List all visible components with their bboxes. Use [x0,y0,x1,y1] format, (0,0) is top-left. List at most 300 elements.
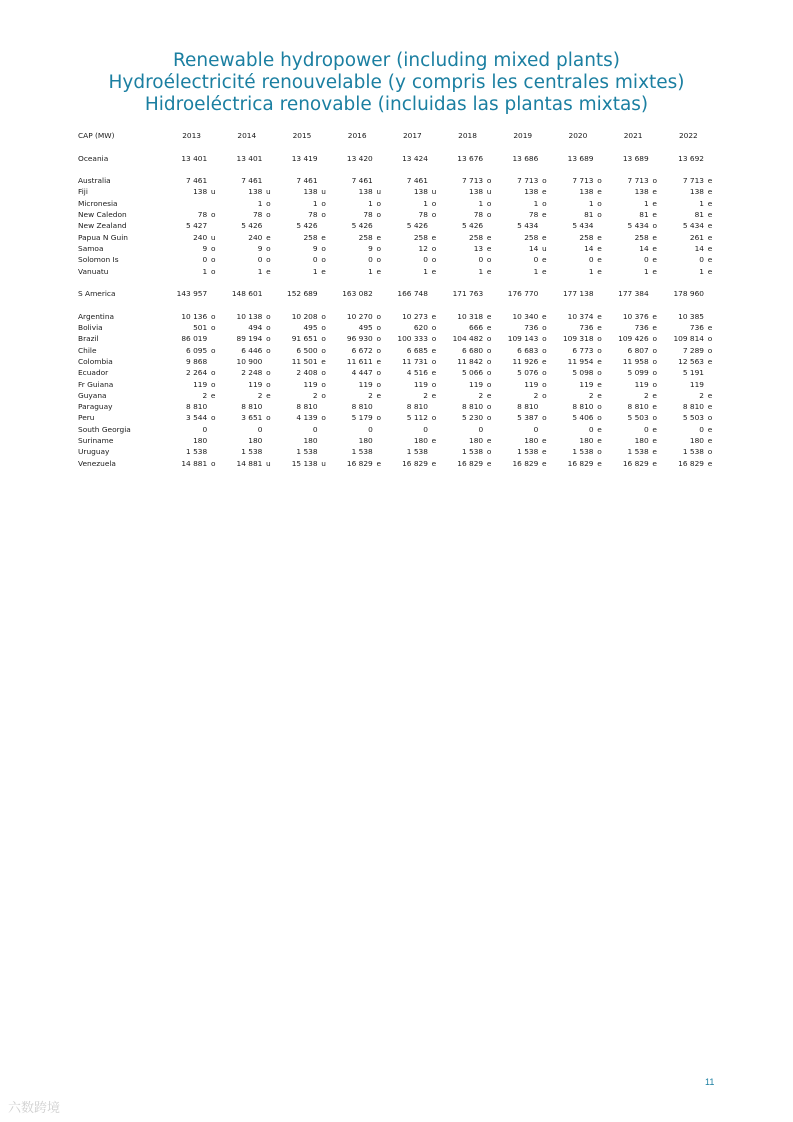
capacity-value: 1 [423,198,428,208]
capacity-value: 5 076 [517,368,539,378]
capacity-value: 78 [363,210,373,220]
estimate-flag: o [266,379,271,389]
capacity-value: 119 [303,379,318,389]
capacity-value: 11 731 [402,356,428,366]
capacity-value: 240 [248,232,263,242]
table-row [78,390,716,401]
estimate-flag: e [707,458,713,468]
capacity-cell [219,198,274,209]
estimate-flag: o [486,345,492,355]
estimate-flag: e [597,436,602,446]
capacity-value: 13 689 [567,153,594,163]
capacity-value: 119 [579,379,594,389]
region-label: Bolivia [78,323,103,333]
region-label: Ecuador [78,368,109,378]
estimate-flag: o [597,176,602,186]
capacity-cell [274,288,329,299]
capacity-value: 138 [358,187,373,197]
capacity-cell [606,322,661,333]
capacity-cell [661,254,716,265]
region-label: Chile [78,345,97,355]
capacity-cell [385,458,440,469]
capacity-cell [330,232,385,243]
capacity-value: 5 406 [572,413,594,423]
capacity-cell [661,446,716,457]
capacity-cell [606,446,661,457]
capacity-value: 2 [257,390,263,400]
estimate-flag: o [431,323,437,333]
capacity-value: 119 [689,379,704,389]
capacity-value: 138 [303,187,318,197]
capacity-cell [440,209,495,220]
capacity-value: 8 810 [627,402,649,412]
estimate-flag: o [652,345,657,355]
capacity-cell [164,232,219,243]
estimate-flag: e [542,232,547,242]
estimate-flag: o [210,323,216,333]
capacity-value: 138 [248,187,263,197]
capacity-value: 0 [202,424,208,434]
estimate-flag: e [707,187,713,197]
unit-label: CAP (MW) [78,131,115,140]
capacity-value: 13 424 [402,153,428,163]
capacity-cell [661,379,716,390]
capacity-cell [606,412,661,423]
capacity-cell [274,153,329,164]
estimate-flag: e [321,356,326,366]
estimate-flag: o [266,345,271,355]
capacity-cell [550,401,605,412]
estimate-flag: o [266,210,271,220]
estimate-flag: e [486,243,492,253]
capacity-cell [606,311,661,322]
estimate-flag: o [321,345,326,355]
capacity-value: 5 434 [627,221,649,231]
capacity-value: 2 [644,390,649,400]
capacity-value: 5 098 [572,368,594,378]
capacity-cell [606,435,661,446]
estimate-flag: e [707,266,713,276]
estimate-flag: o [376,413,382,423]
estimate-flag: o [321,379,326,389]
capacity-cell [661,390,716,401]
capacity-value: 736 [524,323,539,333]
table-row [78,254,716,265]
capacity-value: 13 419 [291,153,318,163]
capacity-cell [219,345,274,356]
estimate-flag: o [321,334,326,344]
capacity-value: 12 [418,243,428,253]
capacity-value: 0 [699,424,704,434]
capacity-cell [164,435,219,446]
capacity-value: 91 651 [291,334,318,344]
estimate-flag: e [597,311,602,321]
estimate-flag: e [542,311,547,321]
estimate-flag: o [486,255,492,265]
capacity-value: 13 692 [678,153,704,163]
capacity-cell [164,243,219,254]
capacity-cell [219,243,274,254]
capacity-value: 119 [193,379,208,389]
capacity-value: 1 [257,266,263,276]
estimate-flag: e [597,424,602,434]
capacity-cell [274,220,329,231]
capacity-cell [495,401,550,412]
capacity-value: 16 829 [622,458,649,468]
capacity-value: 6 685 [406,345,428,355]
capacity-cell [495,209,550,220]
capacity-value: 2 [478,390,484,400]
estimate-flag: e [707,210,713,220]
capacity-cell [606,424,661,435]
capacity-cell [385,446,440,457]
capacity-cell [550,266,605,277]
capacity-cell [440,356,495,367]
capacity-cell [440,424,495,435]
capacity-cell [330,424,385,435]
capacity-value: 2 264 [186,368,208,378]
capacity-cell [274,412,329,423]
table-row [78,446,716,457]
capacity-cell [661,198,716,209]
capacity-value: 143 957 [176,289,208,299]
capacity-cell [274,390,329,401]
capacity-value: 2 [202,390,208,400]
estimate-flag: e [376,266,382,276]
capacity-cell [495,232,550,243]
capacity-value: 258 [303,232,318,242]
capacity-cell [550,345,605,356]
capacity-cell [606,243,661,254]
year-header: 2020 [568,131,588,140]
estimate-flag: e [652,266,657,276]
capacity-value: 0 [699,255,704,265]
capacity-value: 10 270 [346,311,373,321]
capacity-value: 81 [584,210,594,220]
capacity-cell [550,288,605,299]
capacity-cell [440,379,495,390]
estimate-flag: o [321,243,326,253]
estimate-flag: o [321,390,326,400]
capacity-cell [330,198,385,209]
capacity-cell [219,220,274,231]
capacity-cell [274,243,329,254]
capacity-cell [661,186,716,197]
capacity-value: 7 713 [682,176,704,186]
table-row [78,311,716,322]
capacity-value: 0 [644,255,649,265]
capacity-cell [495,153,550,164]
capacity-cell [606,254,661,265]
capacity-cell [385,198,440,209]
capacity-value: 96 930 [346,334,373,344]
estimate-flag: o [210,311,216,321]
capacity-value: 0 [478,424,484,434]
capacity-cell [385,424,440,435]
table-header-row [78,130,716,141]
estimate-flag: o [652,379,657,389]
estimate-flag: u [486,187,492,197]
capacity-cell [274,458,329,469]
capacity-value: 7 713 [517,176,539,186]
capacity-cell [440,458,495,469]
table-row [78,356,716,367]
capacity-cell [330,175,385,186]
capacity-value: 163 082 [342,289,373,299]
capacity-value: 5 387 [517,413,539,423]
capacity-value: 1 [202,266,208,276]
estimate-flag: o [486,413,492,423]
table-row [78,435,716,446]
capacity-value: 9 [257,243,263,253]
capacity-value: 7 713 [461,176,484,186]
capacity-value: 0 [423,255,428,265]
capacity-value: 138 [469,187,484,197]
capacity-cell [661,153,716,164]
capacity-cell [495,379,550,390]
estimate-flag: o [542,176,547,186]
capacity-value: 8 810 [682,402,704,412]
estimate-flag: e [486,390,492,400]
capacity-cell [385,356,440,367]
estimate-flag: o [321,413,326,423]
capacity-value: 13 420 [346,153,373,163]
estimate-flag: o [431,356,437,366]
capacity-cell [219,232,274,243]
capacity-value: 1 538 [517,447,539,457]
estimate-flag: o [376,379,382,389]
estimate-flag: o [266,243,271,253]
capacity-value: 0 [588,424,594,434]
capacity-value: 5 099 [627,368,649,378]
capacity-cell [606,209,661,220]
capacity-cell [495,243,550,254]
estimate-flag: o [376,323,382,333]
capacity-cell [219,266,274,277]
capacity-cell [440,412,495,423]
estimate-flag: o [707,413,713,423]
capacity-cell [495,412,550,423]
capacity-value: 240 [193,232,208,242]
estimate-flag: e [376,356,382,366]
capacity-cell [274,266,329,277]
capacity-cell [330,356,385,367]
capacity-cell [274,379,329,390]
capacity-value: 119 [358,379,373,389]
capacity-value: 1 538 [682,447,704,457]
capacity-cell [274,435,329,446]
capacity-cell [495,356,550,367]
capacity-value: 180 [413,436,428,446]
capacity-cell [385,322,440,333]
estimate-flag: e [652,436,657,446]
capacity-value: 1 538 [572,447,594,457]
capacity-cell [219,435,274,446]
year-header: 2015 [292,131,312,140]
table-row [78,333,716,344]
capacity-cell [440,232,495,243]
table-row [78,266,716,277]
capacity-value: 16 829 [457,458,484,468]
capacity-value: 138 [193,187,208,197]
estimate-flag: e [486,266,492,276]
table-row [78,424,716,435]
estimate-flag: e [597,323,602,333]
region-label: South Georgia [78,424,131,434]
capacity-value: 138 [634,187,649,197]
capacity-cell [330,254,385,265]
capacity-value: 8 810 [241,402,263,412]
region-label: Papua N Guin [78,232,128,242]
page-titles [0,50,793,116]
region-label: Samoa [78,243,104,253]
capacity-cell [164,401,219,412]
capacity-value: 2 [699,390,704,400]
estimate-flag: o [321,210,326,220]
capacity-value: 6 680 [461,345,484,355]
capacity-cell [550,198,605,209]
capacity-value: 6 683 [517,345,539,355]
capacity-value: 78 [473,210,484,220]
capacity-value: 0 [368,424,373,434]
region-label: Australia [78,176,111,186]
capacity-cell [330,311,385,322]
capacity-cell [661,401,716,412]
capacity-value: 8 810 [351,402,373,412]
capacity-value: 0 [312,255,318,265]
capacity-value: 138 [524,187,539,197]
capacity-cell [330,345,385,356]
table-row [78,243,716,254]
capacity-value: 2 [312,390,318,400]
capacity-value: 5 426 [406,221,428,231]
capacity-cell [550,379,605,390]
capacity-cell [219,311,274,322]
capacity-cell [274,209,329,220]
capacity-cell [440,333,495,344]
capacity-value: 180 [469,436,484,446]
estimate-flag: e [652,390,657,400]
capacity-value: 16 829 [402,458,428,468]
capacity-value: 0 [533,424,539,434]
estimate-flag: e [431,345,437,355]
estimate-flag: e [707,436,713,446]
capacity-value: 13 [473,243,484,253]
capacity-value: 78 [252,210,263,220]
capacity-value: 104 482 [452,334,484,344]
capacity-cell [219,175,274,186]
estimate-flag: o [266,198,271,208]
estimate-flag: e [431,436,437,446]
capacity-value: 11 926 [512,356,539,366]
capacity-value: 6 773 [572,345,594,355]
capacity-value: 11 611 [346,356,373,366]
estimate-flag: e [266,390,271,400]
capacity-cell [164,266,219,277]
capacity-value: 119 [524,379,539,389]
capacity-value: 0 [312,424,318,434]
estimate-flag: e [652,311,657,321]
estimate-flag: o [210,458,216,468]
capacity-cell [440,401,495,412]
capacity-value: 6 672 [351,345,373,355]
estimate-flag: e [707,243,713,253]
estimate-flag: o [431,198,437,208]
estimate-flag: o [376,334,382,344]
capacity-cell [330,446,385,457]
capacity-value: 16 829 [678,458,704,468]
capacity-cell [274,345,329,356]
capacity-cell [440,175,495,186]
estimate-flag: e [707,390,713,400]
year-header: 2017 [402,131,422,140]
capacity-value: 6 500 [296,345,318,355]
estimate-flag: e [652,424,657,434]
estimate-flag: o [431,379,437,389]
capacity-cell [440,198,495,209]
capacity-value: 9 868 [186,356,208,366]
capacity-value: 5 112 [406,413,428,423]
capacity-value: 8 810 [572,402,594,412]
capacity-cell [550,435,605,446]
capacity-cell [661,424,716,435]
capacity-value: 89 194 [236,334,263,344]
capacity-cell [606,390,661,401]
region-label: Fr Guiana [78,379,114,389]
capacity-value: 6 446 [241,345,263,355]
estimate-flag: o [707,345,713,355]
year-header: 2014 [237,131,257,140]
estimate-flag: o [321,255,326,265]
title-english: Renewable hydropower (including mixed plants) [172,50,621,71]
estimate-flag: o [431,243,437,253]
capacity-value: 180 [579,436,594,446]
capacity-value: 8 810 [517,402,539,412]
capacity-value: 13 676 [457,153,484,163]
capacity-value: 14 [639,243,649,253]
capacity-value: 10 374 [567,311,594,321]
capacity-value: 5 066 [461,368,484,378]
capacity-cell [274,232,329,243]
capacity-cell [330,186,385,197]
estimate-flag: o [376,243,382,253]
capacity-value: 10 340 [512,311,539,321]
capacity-cell [440,390,495,401]
capacity-cell [550,232,605,243]
capacity-value: 2 248 [241,368,263,378]
capacity-value: 1 538 [627,447,649,457]
capacity-value: 494 [248,323,263,333]
capacity-value: 0 [257,424,263,434]
capacity-cell [219,356,274,367]
capacity-cell [219,390,274,401]
capacity-value: 1 538 [461,447,484,457]
estimate-flag: o [652,221,657,231]
capacity-cell [495,198,550,209]
estimate-flag: e [597,390,602,400]
capacity-cell [330,209,385,220]
spacer-cell [78,164,716,175]
capacity-value: 180 [358,436,373,446]
capacity-cell [385,186,440,197]
estimate-flag: e [431,266,437,276]
capacity-value: 0 [202,255,208,265]
capacity-cell [550,390,605,401]
estimate-flag: e [542,187,547,197]
capacity-value: 258 [469,232,484,242]
capacity-cell [495,435,550,446]
estimate-flag: e [431,232,437,242]
